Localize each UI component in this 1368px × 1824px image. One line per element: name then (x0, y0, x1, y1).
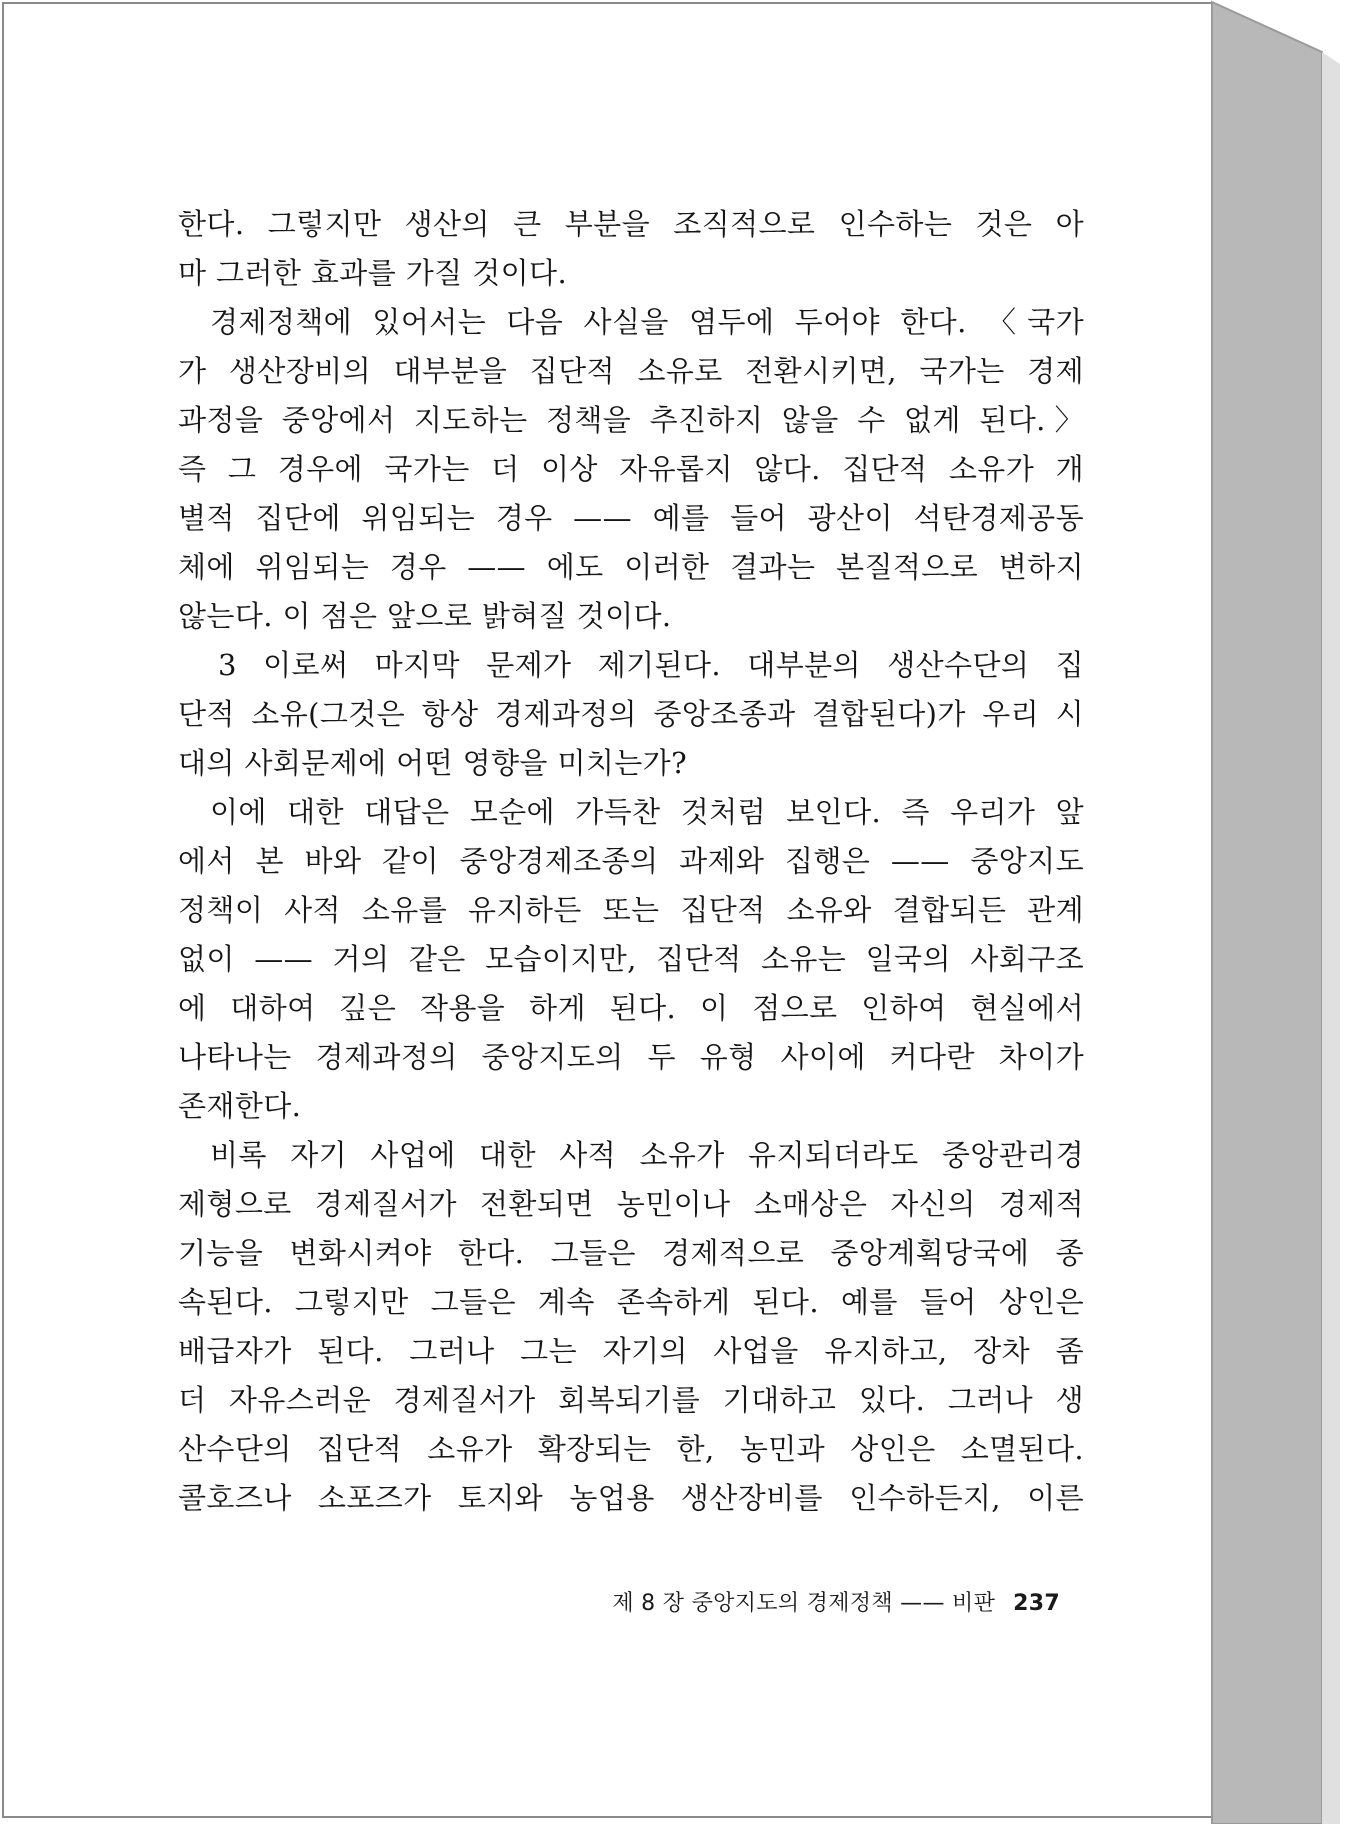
text-line: 더 자유스러운 경제질서가 회복되기를 기대하고 있다. 그러나 생 (178, 1383, 1084, 1417)
text-line: 과정을 중앙에서 지도하는 정책을 추진하지 않을 수 없게 된다.〉 (178, 403, 1084, 437)
body-text (178, 200, 1084, 1523)
text-line: 경제정책에 있어서는 다음 사실을 염두에 두어야 한다. 〈국가 (210, 305, 1084, 339)
text-line: 나타나는 경제과정의 중앙지도의 두 유형 사이에 커다란 차이가 (178, 1040, 1084, 1074)
text-line: 에서 본 바와 같이 중앙경제조종의 과제와 집행은 —— 중앙지도 (178, 844, 1084, 878)
section-start-line: 3 이로써 마지막 문제가 제기된다. 대부분의 생산수단의 집 (218, 648, 1084, 682)
text-line: 정책이 사적 소유를 유지하든 또는 집단적 소유와 결합되든 관계 (178, 893, 1084, 927)
text-line: 에 대하여 깊은 작용을 하게 된다. 이 점으로 인하여 현실에서 (178, 991, 1084, 1025)
text-line: 즉 그 경우에 국가는 더 이상 자유롭지 않다. 집단적 소유가 개 (178, 452, 1084, 486)
text-line: 비록 자기 사업에 대한 사적 소유가 유지되더라도 중앙관리경 (210, 1138, 1084, 1172)
text-line: 한다. 그렇지만 생산의 큰 부분을 조직적으로 인수하는 것은 아 (178, 207, 1084, 241)
text-line: 체에 위임되는 경우 —— 에도 이러한 결과는 본질적으로 변하지 (178, 550, 1084, 584)
page-number: 237 (1013, 1591, 1060, 1616)
page-footer (560, 1586, 1060, 1617)
text-line: 제형으로 경제질서가 전환되면 농민이나 소매상은 자신의 경제적 (178, 1187, 1084, 1221)
text-line: 별적 집단에 위임되는 경우 —— 예를 들어 광산이 석탄경제공동 (178, 501, 1084, 535)
text-line: 않는다. 이 점은 앞으로 밝혀질 것이다. (178, 599, 672, 633)
text-line: 마 그러한 효과를 가질 것이다. (178, 256, 568, 290)
text-line: 배급자가 된다. 그러나 그는 자기의 사업을 유지하고, 장차 좀 (178, 1334, 1084, 1368)
text-line: 없이 —— 거의 같은 모습이지만, 집단적 소유는 일국의 사회구조 (178, 942, 1084, 976)
text-line: 콜호즈나 소포즈가 토지와 농업용 생산장비를 인수하든지, 이른 (178, 1481, 1084, 1515)
text-line: 산수단의 집단적 소유가 확장되는 한, 농민과 상인은 소멸된다. (178, 1432, 1084, 1466)
text-line: 단적 소유(그것은 항상 경제과정의 중앙조종과 결합된다)가 우리 시 (178, 697, 1084, 731)
text-line: 가 생산장비의 대부분을 집단적 소유로 전환시키면, 국가는 경제 (178, 354, 1084, 388)
text-line: 속된다. 그렇지만 그들은 계속 존속하게 된다. 예를 들어 상인은 (178, 1285, 1084, 1319)
running-head: 제 8 장 중앙지도의 경제정책 —— 비판 (612, 1591, 996, 1616)
text-line: 존재한다. (178, 1089, 302, 1123)
text-line: 이에 대한 대답은 모순에 가득찬 것처럼 보인다. 즉 우리가 앞 (210, 795, 1084, 829)
text-line: 기능을 변화시켜야 한다. 그들은 경제적으로 중앙계획당국에 종 (178, 1236, 1084, 1270)
text-line: 대의 사회문제에 어떤 영향을 미치는가? (178, 746, 688, 780)
